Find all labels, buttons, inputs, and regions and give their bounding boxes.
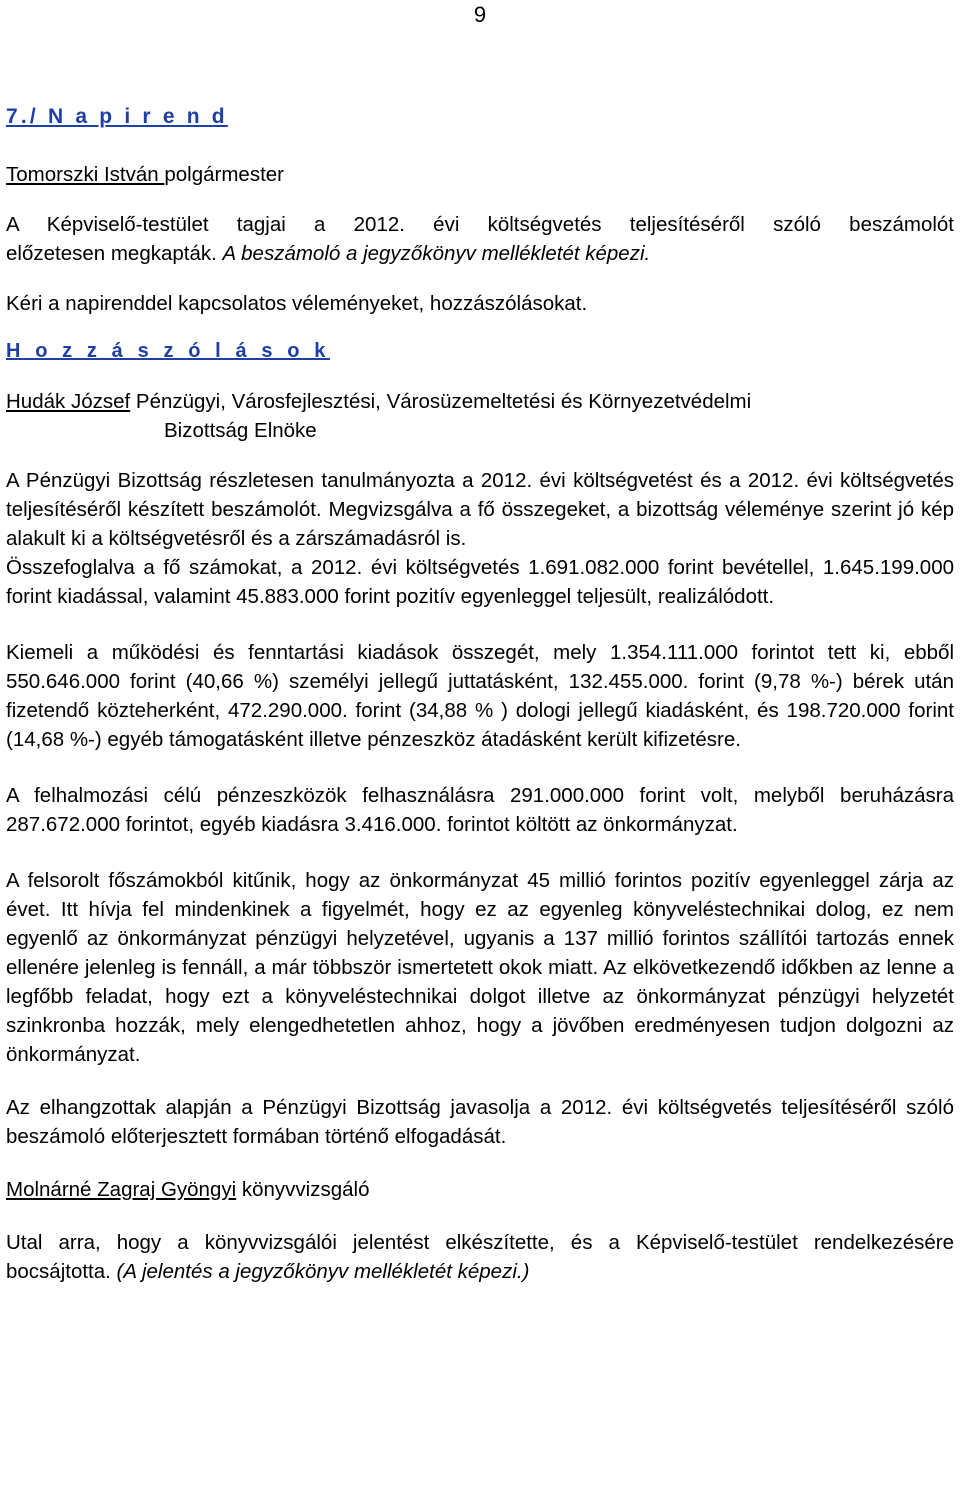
auditor-text: Utal arra, hogy a könyvvizsgálói jelentést elkészítette, és a Képviselő-testület rendelkezésére bocsájtotta. [6,1231,954,1283]
paragraph-operating-costs: Kiemeli a működési és fenntartási kiadások összegét, mely 1.354.111.000 forintot tett ki, ebből 550.646.000 forint (40,66 %) személyi jellegű juttatásként, 132.455.000. forint (9,78 %-) bérek után fizetendő közteherként, 472.290.000. forint (34,88 % ) dologi jellegű kiadásként, és 198.720.000 forint (14,68 %-) egyéb támogatásként illetve pénzeszköz átadásként került kifizetésre. [6,641,954,751]
paragraph-summary: Összefoglalva a fő számokat, a 2012. évi költségvetés 1.691.082.000 forint bevétellel, 1.645.199.000 forint kiadással, valamint 45.883.000 forint pozitív egyenleggel teljesült, realizálódott. [6,556,954,608]
speaker-role: polgármester [164,163,284,186]
speaker-line-mayor [6,160,954,189]
comments-heading: H o z z á s z ó l á s o k [6,340,330,362]
speaker-role: Pénzügyi, Városfejlesztési, Városüzemeltetési és Környezetvédelmi [130,390,752,413]
intro-text: előzetesen megkapták. [6,242,223,265]
speaker-role-continued: Bizottság Elnöke [164,419,317,442]
document-body [6,102,954,1286]
paragraph-committee-review: A Pénzügyi Bizottság részletesen tanulmányozta a 2012. évi költségvetést és a 2012. évi költségvetés teljesítéséről készített beszámolót. Megvizsgálva a fő összegeket, a bizottság véleménye szerint jó kép alakult ki a költségvetésről és a zárszámadásról is. [6,469,954,550]
auditor-attachment-note: (A jelentés a jegyzőkönyv mellékletét képezi.) [116,1260,530,1283]
speaker-line-chair [6,387,954,416]
speaker-line-auditor [6,1175,954,1204]
speaker-name: Hudák József [6,390,131,413]
paragraph-capital-spending: A felhalmozási célú pénzeszközök felhasználásra 291.000.000 forint volt, melyből beruházásra 287.672.000 forintot, egyéb kiadásra 3.416.000. forintot költött az önkormányzat. [6,784,954,836]
page-number: 9 [473,2,487,27]
intro-attachment-note: A beszámoló a jegyzőkönyv mellékletét képezi. [222,242,651,265]
paragraph-recommendation: Az elhangzottak alapján a Pénzügyi Bizottság javasolja a 2012. évi költségvetés teljesítéséről szóló beszámoló előterjesztett formában történő elfogadását. [6,1096,954,1148]
speaker-name: Molnárné Zagraj Gyöngyi [6,1178,237,1201]
agenda-heading: 7./ N a p i r e n d [6,105,228,128]
intro-line-2 [6,239,954,268]
paragraph-auditor-report [6,1228,954,1286]
speaker-role: könyvvizsgáló [236,1178,370,1201]
speaker-name: Tomorszki István [6,163,165,186]
intro-line-1: A Képviselő-testület tagjai a 2012. évi költségvetés teljesítéséről szóló beszámolót [6,213,954,236]
paragraph-balance: A felsorolt főszámokból kitűnik, hogy az önkormányzat 45 millió forintos pozitív egyenleggel zárja az évet. Itt hívja fel mindenkinek a figyelmét, hogy ez az egyenleg könyveléstechnikai dolog, ez nem egyenlő az önkormányzat pénzügyi helyzetével, ugyanis a 137 millió forintos szállítói tartozás ennek ellenére jelenleg is fennáll, a már többször ismertetett okok miatt. Az elkövetkezendő időkben az lenne a legfőbb feladat, hogy ezt a könyveléstechnikai dolgot illetve az önkormányzat pénzügyi helyzetét szinkronba hozzák, mely elengedhetetlen ahhoz, hogy a jövőben eredményesen tudjon dolgozni az önkormányzat. [6,869,954,1066]
request-text: Kéri a napirenddel kapcsolatos véleményeket, hozzászólásokat. [6,292,588,315]
